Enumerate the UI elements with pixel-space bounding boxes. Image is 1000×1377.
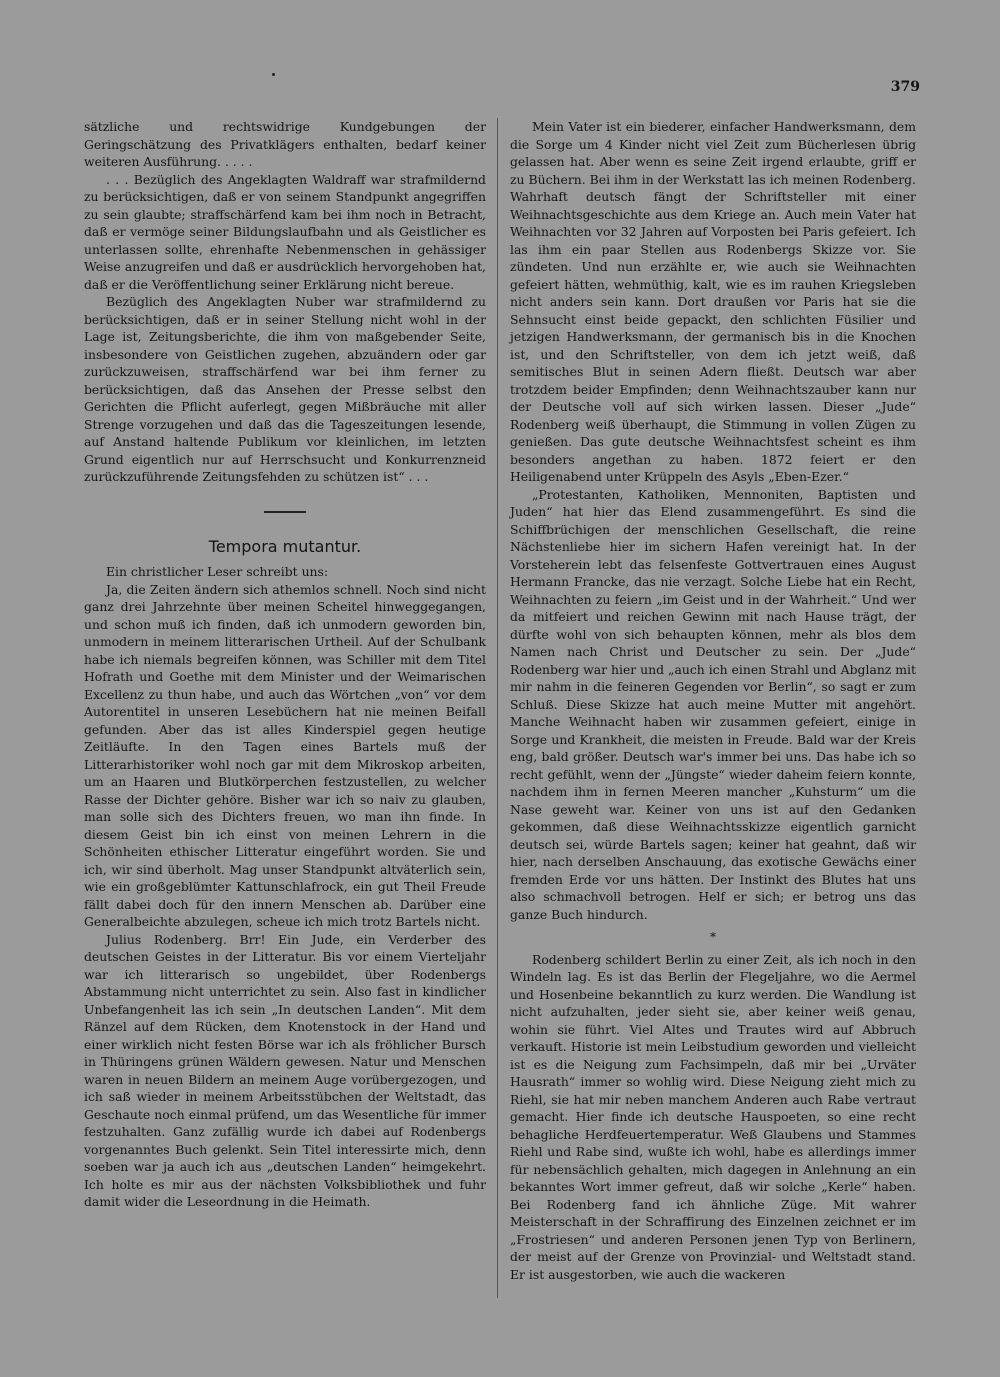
paragraph: Bezüglich des Angeklagten Nuber war strafmildernd zu berücksichtigen, daß er in seiner Stellung nicht wohl in der Lage ist, Zeitungsberichte, die ihm von maßgebender Seite, insbesondere von Geistlichen zugehen, abzuändern oder gar zurückzuweisen, straffschärfend war bei ihm ferner zu berücksichtigen, daß das Ansehen der Presse selbst den Gerichten die Pflicht auferlegt, gegen Mißbräuche mit aller Strenge vorzugehen und daß das die Tageszeitungen lesende, auf Anstand haltende Publikum vor kleinlichen, im letzten Grund eigentlich nur auf Herrschsucht und Konkurrenzneid zurückzuführende Zeitungsfehden zu schützen ist“ . . . [84, 294, 486, 484]
paragraph: sätzliche und rechtswidrige Kundgebungen der Geringschätzung des Privatklägers enthalten, bedarf keiner weiteren Ausführung. . . . . [84, 119, 486, 169]
asterism: * [710, 930, 716, 944]
ink-speck [272, 73, 275, 76]
section-divider [264, 511, 306, 513]
page-number: 379 [890, 79, 920, 95]
right-column [510, 118, 916, 1283]
column-rule [497, 118, 498, 1298]
paragraph: Ein christlicher Leser schreibt uns: [106, 564, 329, 579]
section-heading: Tempora mutantur. [208, 536, 362, 556]
paragraph: Rodenberg schildert Berlin zu einer Zeit, als ich noch in den Windeln lag. Es ist das Berlin der Flegeljahre, wo die Aermel und Hosenbeine bekanntlich zu kurz werden. Die Wandlung ist nicht aufzuhalten, jeder sieht sie, aber keiner weiß genau, wohin sie führt. Viel Altes und Trautes wird auf Abbruch verkauft. Historie ist mein Leibstudium geworden und vielleicht ist es die Neigung zum Fachsimpeln, daß mir bei „Urväter Hausrath“ immer so wohlig wird. Diese Neigung zieht mich zu Riehl, sie hat mir neben manchem Anderen auch Rabe vertraut gemacht. Hier finde ich deutsche Hauspoeten, so eine recht behagliche Herdfeuertemperatur. Weß Glaubens und Stammes Riehl und Rabe sind, wußte ich wohl, habe es allerdings immer für nebensächlich gehalten, mich dagegen in Anlehnung an ein bekanntes Wort immer gefreut, daß wir solche „Kerle“ haben. Bei Rodenberg fand ich ähnliche Züge. Mit wahrer Meisterschaft in der Schraffirung des Einzelnen zeichnet er im „Frostriesen“ und anderen Personen jenen Typ von Berlinern, der meist auf der Grenze von Provinzial- und Weltstadt stand. Er ist ausgestorben, wie auch die wackeren [510, 951, 916, 1282]
paragraph: „Protestanten, Katholiken, Mennoniten, Baptisten und Juden“ hat hier das Elend zusammengeführt. Es sind die Schiffbrüchigen der menschlichen Gesellschaft, die reine Nächstenliebe hier im sichern Hafen vereinigt hat. In der Vorsteherein lebt das felsenfeste Gottvertrauen eines August Hermann Francke, das nie verzagt. Solche Liebe hat ein Recht, Weihnachten zu feiern „im Geist und in der Wahrheit.“ Und wer da mitfeiert und reichen Gewinn mit nach Hause trägt, der dürfte wohl von sich behaupten können, mehr als blos dem Namen nach Christ und Deutscher zu sein. Der „Jude“ Rodenberg war hier und „auch ich einen Strahl und Abglanz mit mir nahm in die feineren Gegenden vor Berlin“, so sagt er zum Schluß. Diese Skizze hat auch meine Mutter mit angehört. Manche Weihnacht haben wir zusammen gefeiert, einige in Sorge und Krankheit, die meisten in Freude. Bald war der Kreis eng, bald größer. Deutsch war's immer bei uns. Das habe ich so recht gefühlt, wenn der „Jüngste“ wieder daheim feiern konnte, nachdem ihm in fernen Meeren mancher „Kuhsturm“ um die Nase geweht war. Keiner von uns ist auf den Gedanken gekommen, daß diese Weihnachtsskizze eigentlich garnicht deutsch sei, würde Bartels sagen; keiner hat geahnt, daß wir hier, nach derselben Anschauung, das exotische Gewächs einer fremden Erde vor uns hätten. Der Instinkt des Blutes hat uns also schmachvoll betrogen. Helf er sich; er betrog uns das ganze Buch hindurch. [510, 486, 916, 922]
paragraph: . . . Bezüglich des Angeklagten Waldraff war strafmildernd zu berücksichtigen, daß er von seinem Standpunkt angegriffen zu sein glaubte; straffschärfend kam bei ihm noch in Betracht, daß er vermöge seiner Bildungslaufbahn und als Geistlicher es unterlassen sollte, ehrenhafte Nebenmenschen in gehässiger Weise anzugreifen und daß er ausdrücklich hervorgehoben hat, daß er die Veröffentlichung seiner Erklärung nicht bereue. [84, 171, 486, 292]
paragraph: Julius Rodenberg. Brr! Ein Jude, ein Verderber des deutschen Geistes in der Litteratur. Bis vor einem Vierteljahr war ich litterarisch so ungebildet, über Rodenbergs Abstammung nicht unterrichtet zu sein. Also fast in kindlicher Unbefangenheit las ich sein „In deutschen Landen“. Mit dem Ränzel auf dem Rücken, dem Knotenstock in der Hand und einer wirklich nicht festen Börse war ich als fröhlicher Bursch in Thüringens grünen Wäldern gewesen. Natur und Menschen waren in neuen Bildern an meinem Auge vorübergezogen, und ich saß wieder in meinem Arbeitsstübchen der Weltstadt, das Geschaute noch einmal prüfend, um das Wesentliche für immer festzuhalten. Ganz zufällig wurde ich dabei auf Rodenbergs vorgenanntes Buch gelenkt. Sein Titel interessirte mich, denn soeben war ja auch ich aus „deutschen Landen“ heimgekehrt. Ich holte es mir aus der nächsten Volksbibliothek und fuhr damit wider die Leseordnung in die Heimath. [84, 931, 486, 1209]
paragraph: Mein Vater ist ein biederer, einfacher Handwerksmann, dem die Sorge um 4 Kinder nicht viel Zeit zum Bücherlesen übrig gelassen hat. Aber wenn es seine Zeit irgend erlaubte, griff er zu Büchern. Bei ihm in der Werkstatt las ich meinen Rodenberg. Wahrhaft deutsch fängt der Schriftsteller mit einer Weihnachtsgeschichte aus dem Kriege an. Auch mein Vater hat Weihnachten vor 32 Jahren auf Vorposten bei Paris gefeiert. Ich las ihm ein paar Stellen aus Rodenbergs Skizze vor. Sie zündeten. Und nun erzählte er, wie auch sie Weihnachten gefeiert hätten, wehmüthig, kalt, wie es im rauhen Kriegsleben nicht anders sein kann. Dort draußen vor Paris hat sie die Sehnsucht einst beide gepackt, den schlichten Füsilier und jetzigen Handwerksmann, der germanisch bis in die Knochen ist, und den Schriftsteller, von dem ich jetzt weiß, daß semitisches Blut in seinen Adern fließt. Deutsch war aber trotzdem beider Empfinden; denn Weihnachtszauber kann nur der Deutsche voll auf sich wirken lassen. Dieser „Jude“ Rodenberg weiß überhaupt, die Stimmung in vollen Zügen zu genießen. Das gute deutsche Weihnachtsfest scheint es ihm besonders angethan zu haben. 1872 feiert er den Heiligenabend unter Krüppeln des Asyls „Eben-Ezer.“ [510, 119, 916, 484]
left-column [84, 118, 486, 1211]
paragraph: Ja, die Zeiten ändern sich athemlos schnell. Noch sind nicht ganz drei Jahrzehnte über meinen Scheitel hinweggegangen, und schon muß ich finden, daß ich unmodern geworden bin, unmodern in meinem litterarischen Urtheil. Auf der Schulbank habe ich niemals begreifen können, was Schiller mit dem Titel Hofrath und Goethe mit dem Minister und der Weimarischen Excellenz zu thun habe, und auch das Wörtchen „von“ vor dem Autorentitel in unseren Lesebüchern hat nie meinen Beifall gefunden. Aber das ist alles Kinderspiel gegen heutige Zeitläufte. In den Tagen eines Bartels muß der Litterarhistoriker wohl noch gar mit dem Mikroskop arbeiten, um an Haaren und Blutkörperchen festzustellen, zu welcher Rasse der Dichter gehöre. Bisher war ich so naiv zu glauben, man solle sich des Dichters freuen, wo man ihn finde. In diesem Geist bin ich einst von meinen Lehrern in die Schönheiten ethischer Litteratur eingeführt worden. Sie und ich, wir sind überholt. Mag unser Standpunkt altväterlich sein, wie ein großgeblümter Kattunschlafrock, ein gut Theil Freude fällt dabei doch für den innern Menschen ab. Darüber eine Generalbeichte abzulegen, scheue ich mich trotz Bartels nicht. [84, 581, 486, 929]
